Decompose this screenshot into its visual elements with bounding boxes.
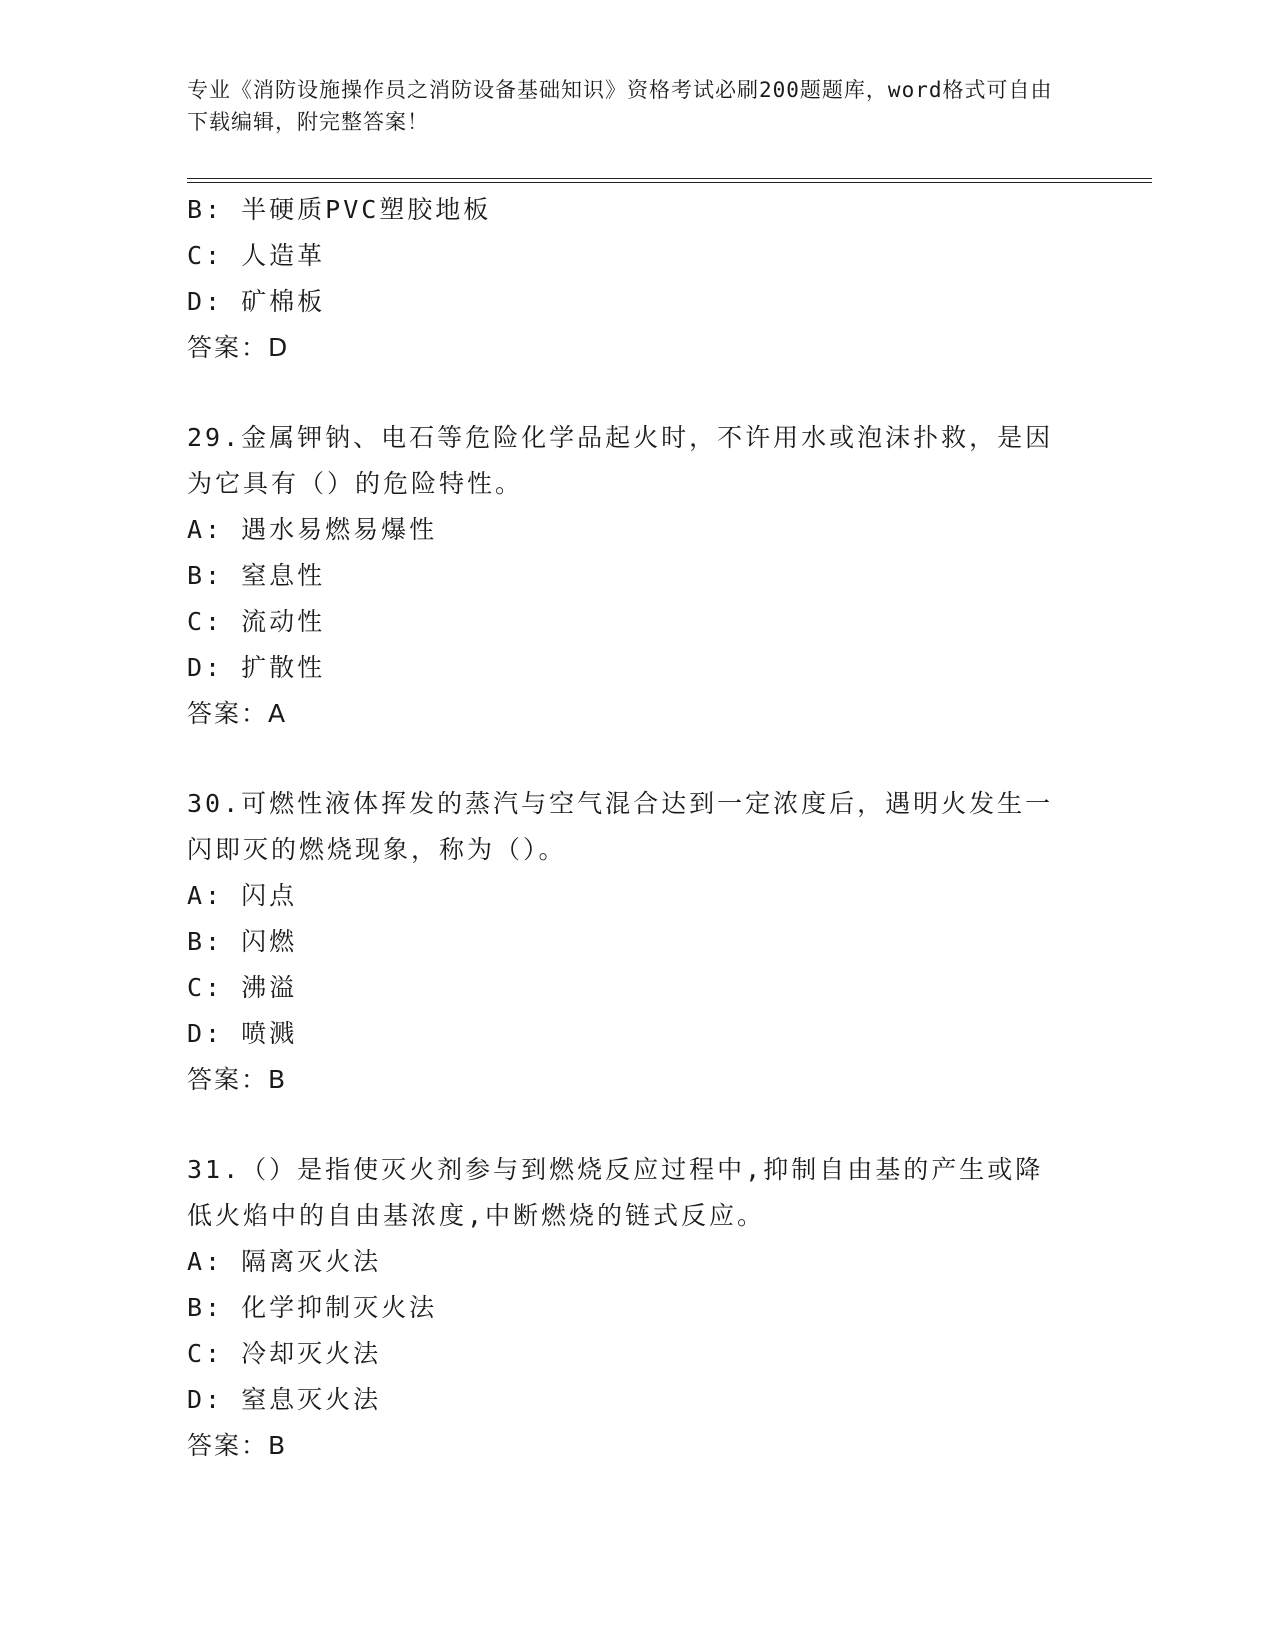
option-d: D: 矿棉板 bbox=[187, 287, 326, 316]
option-c: C: 冷却灭火法 bbox=[187, 1339, 382, 1368]
answer-line: 答案：B bbox=[187, 1065, 288, 1094]
question-29 bbox=[187, 415, 1087, 737]
option-b: B: 化学抑制灭火法 bbox=[187, 1293, 438, 1322]
option-a: A: 遇水易燃易爆性 bbox=[187, 515, 438, 544]
option-b: B: 窒息性 bbox=[187, 561, 326, 590]
question-31 bbox=[187, 1147, 1087, 1469]
spacer bbox=[187, 737, 1087, 781]
option-c: C: 人造革 bbox=[187, 241, 326, 270]
option-a: A: 闪点 bbox=[187, 881, 298, 910]
option-b: B: 半硬质PVC塑胶地板 bbox=[187, 195, 492, 224]
option-c: C: 流动性 bbox=[187, 607, 326, 636]
spacer bbox=[187, 1103, 1087, 1147]
option-d: D: 扩散性 bbox=[187, 653, 326, 682]
header-rule-top bbox=[187, 178, 1152, 179]
option-b: B: 闪燃 bbox=[187, 927, 298, 956]
question-stem: 30.可燃性液体挥发的蒸汽与空气混合达到一定浓度后，遇明火发生一闪即灭的燃烧现象，称为（）。 bbox=[187, 789, 1054, 864]
spacer bbox=[187, 371, 1087, 415]
answer-line: 答案：D bbox=[187, 333, 290, 362]
option-d: D: 喷溅 bbox=[187, 1019, 298, 1048]
question-stem: 29.金属钾钠、电石等危险化学品起火时，不许用水或泡沫扑救，是因为它具有（）的危险特性。 bbox=[187, 423, 1054, 498]
answer-line: 答案：B bbox=[187, 1431, 288, 1460]
option-d: D: 窒息灭火法 bbox=[187, 1385, 382, 1414]
header-rule-bottom bbox=[187, 182, 1152, 183]
answer-line: 答案：A bbox=[187, 699, 288, 728]
question-30 bbox=[187, 781, 1087, 1103]
option-a: A: 隔离灭火法 bbox=[187, 1247, 382, 1276]
document-body bbox=[187, 187, 1087, 1469]
option-c: C: 沸溢 bbox=[187, 973, 298, 1002]
question-stem: 31.（）是指使灭火剂参与到燃烧反应过程中,抑制自由基的产生或降低火焰中的自由基浓度,中断燃烧的链式反应。 bbox=[187, 1155, 1044, 1230]
continued-question bbox=[187, 187, 1087, 371]
document-header: 专业《消防设施操作员之消防设备基础知识》资格考试必刷200题题库，word格式可自由下载编辑，附完整答案！ bbox=[187, 78, 1053, 134]
